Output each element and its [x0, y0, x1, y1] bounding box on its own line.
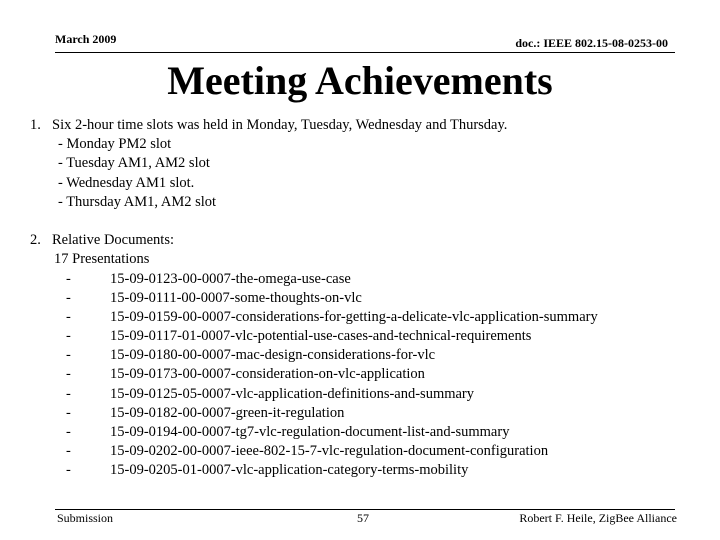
dash-bullet: - [66, 462, 71, 479]
presentation-item [30, 365, 598, 384]
presentations-header: 17 Presentations [54, 251, 150, 268]
presentation-item [30, 308, 598, 327]
presentation-title: 15-09-0123-00-0007-the-omega-use-case [110, 270, 351, 287]
slot-line: - Thursday AM1, AM2 slot [58, 193, 217, 210]
dash-bullet: - [66, 443, 71, 460]
presentation-item [30, 442, 598, 461]
presentation-item [30, 270, 598, 289]
presentation-item [30, 346, 598, 365]
dash-bullet: - [66, 270, 71, 287]
dash-bullet: - [66, 328, 71, 345]
item-number: 1. [30, 117, 41, 133]
dash-bullet: - [66, 424, 71, 440]
presentation-item [30, 404, 598, 423]
item-text: Six 2-hour time slots was held in Monday, Tuesday, Wednesday and Thursday. [52, 117, 508, 133]
presentation-title: 15-09-0180-00-0007-mac-design-considerations-for-vlc [110, 347, 436, 364]
presentation-item [30, 327, 598, 346]
dash-bullet: - [66, 385, 71, 402]
dash-bullet: - [66, 366, 71, 383]
header-doc-id: doc.: IEEE 802.15-08-0253-00 [515, 36, 668, 50]
presentation-title: 15-09-0194-00-0007-tg7-vlc-regulation-document-list-and-summary [110, 424, 510, 440]
list-item-2 [30, 231, 598, 250]
dash-bullet: - [66, 347, 71, 364]
dash-bullet: - [66, 289, 71, 306]
presentation-title: 15-09-0117-01-0007-vlc-potential-use-cases-and-technical-requirements [110, 328, 532, 345]
footer-page-number: 57 [357, 511, 369, 525]
presentation-title: 15-09-0125-05-0007-vlc-application-definitions-and-summary [110, 385, 475, 402]
dash-bullet: - [66, 308, 71, 325]
slot-line: - Monday PM2 slot [58, 136, 172, 153]
presentation-item [30, 423, 598, 442]
presentation-title: 15-09-0202-00-0007-ieee-802-15-7-vlc-regulation-document-configuration [110, 443, 549, 460]
presentation-item [30, 289, 598, 308]
presentation-item [30, 461, 598, 480]
slide-title: Meeting Achievements [167, 58, 553, 103]
list-item-1 [30, 116, 598, 135]
item-text: Relative Documents: [52, 232, 175, 249]
slot-line: - Wednesday AM1 slot. [58, 174, 195, 191]
footer-author: Robert F. Heile, ZigBee Alliance [519, 511, 677, 525]
footer-rule [55, 509, 675, 510]
dash-bullet: - [66, 404, 71, 421]
presentation-title: 15-09-0159-00-0007-considerations-for-getting-a-delicate-vlc-application-summary [110, 308, 598, 325]
presentation-title: 15-09-0173-00-0007-consideration-on-vlc-application [110, 366, 425, 383]
slide-body [30, 116, 598, 481]
presentation-title: 15-09-0182-00-0007-green-it-regulation [110, 404, 345, 421]
item-number: 2. [30, 232, 41, 249]
footer-submission: Submission [57, 511, 114, 525]
spacer [30, 212, 598, 231]
header-date: March 2009 [55, 32, 117, 46]
presentation-title: 15-09-0111-00-0007-some-thoughts-on-vlc [110, 289, 362, 306]
slot-line: - Tuesday AM1, AM2 slot [58, 155, 210, 172]
header-rule [55, 52, 675, 53]
presentation-title: 15-09-0205-01-0007-vlc-application-category-terms-mobility [110, 462, 469, 479]
presentation-item [30, 385, 598, 404]
